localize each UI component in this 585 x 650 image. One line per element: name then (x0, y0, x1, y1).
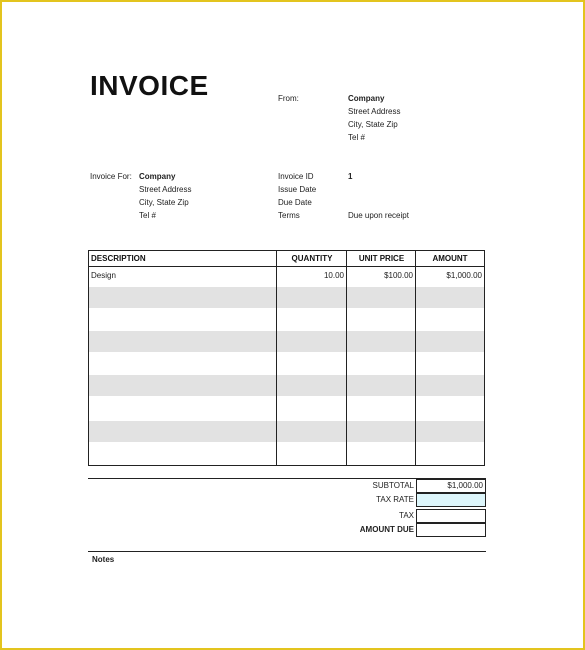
from-company: Company (348, 94, 385, 103)
table-header (89, 251, 484, 267)
tax-value (416, 509, 486, 523)
invoice-for-company: Company (139, 172, 176, 181)
invoice-title: INVOICE (90, 70, 209, 101)
from-label: From: (278, 94, 299, 103)
terms-label: Terms (278, 211, 300, 220)
row-unit-price: $100.00 (384, 271, 413, 280)
items-table (88, 250, 485, 466)
row-quantity: 10.00 (323, 271, 344, 280)
header-description: DESCRIPTION (91, 254, 146, 263)
invoice-id-label: Invoice ID (278, 172, 314, 181)
subtotal-label: SUBTOTAL (372, 481, 414, 490)
from-city: City, State Zip (348, 120, 398, 129)
notes-label: Notes (92, 555, 115, 564)
header-quantity: QUANTITY (291, 254, 333, 263)
table-row (89, 267, 484, 288)
invoice-for-city: City, State Zip (139, 198, 189, 207)
invoice-id-value: 1 (348, 172, 353, 181)
header-amount: AMOUNT (432, 254, 468, 263)
invoice-for-label: Invoice For: (90, 172, 132, 181)
terms-value: Due upon receipt (348, 211, 409, 220)
due-date-label: Due Date (278, 198, 312, 207)
from-tel: Tel # (348, 133, 365, 142)
header-unit-price: UNIT PRICE (358, 254, 405, 263)
row-description: Design (91, 271, 116, 280)
notes-rule (88, 551, 486, 552)
amount-due-label: AMOUNT DUE (359, 525, 414, 534)
row-band (89, 375, 484, 396)
issue-date-label: Issue Date (278, 185, 317, 194)
from-address: Street Address (348, 107, 401, 116)
row-band (89, 331, 484, 352)
meta-labels (278, 170, 316, 222)
tax-label: TAX (399, 511, 414, 520)
tax-rate-label: TAX RATE (376, 495, 414, 504)
row-band (89, 287, 484, 308)
invoice-for-block (139, 170, 191, 222)
invoice-for-tel: Tel # (139, 211, 156, 220)
tax-rate-field[interactable] (416, 493, 486, 507)
amount-due-value (416, 523, 486, 537)
row-band (89, 421, 484, 442)
row-amount: $1,000.00 (446, 271, 482, 280)
invoice-for-address: Street Address (139, 185, 192, 194)
from-block (348, 92, 400, 144)
subtotal-value: $1,000.00 (416, 479, 486, 493)
